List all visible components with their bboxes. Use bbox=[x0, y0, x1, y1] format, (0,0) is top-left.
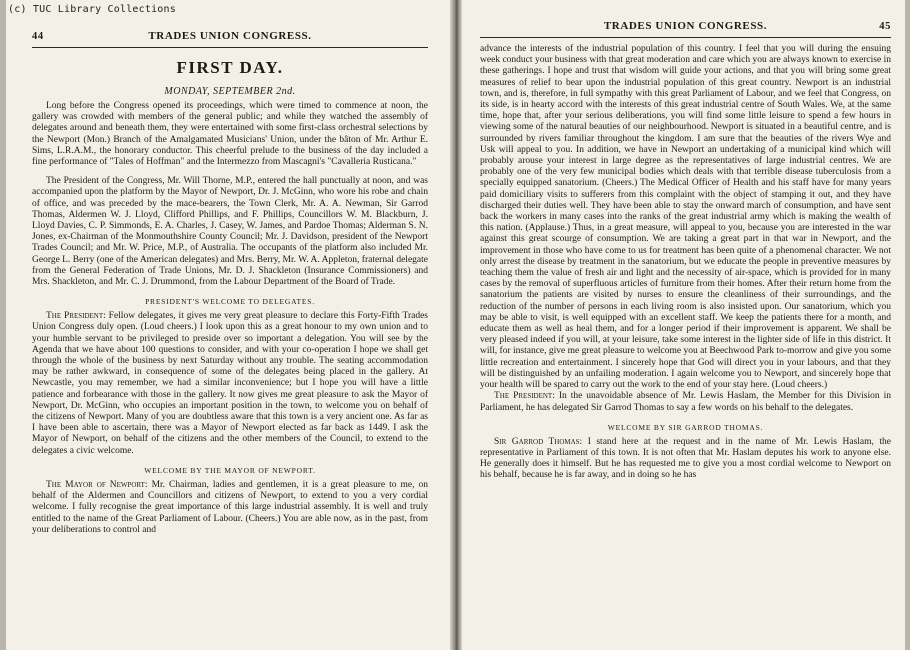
book-edge-right bbox=[905, 0, 910, 650]
subheading: PRESIDENT'S WELCOME TO DELEGATES. bbox=[145, 297, 315, 307]
page-number: 44 bbox=[32, 31, 44, 42]
section-title: FIRST DAY. bbox=[176, 58, 284, 77]
paragraph bbox=[480, 391, 891, 413]
paragraph bbox=[32, 311, 428, 457]
subheading: WELCOME BY SIR GARROD THOMAS. bbox=[607, 422, 764, 432]
speaker-name: The President: bbox=[494, 391, 555, 402]
header-rule bbox=[480, 37, 891, 38]
speaker-name: The President: bbox=[46, 311, 106, 322]
running-title: TRADES UNION CONGRESS. bbox=[603, 20, 768, 32]
speech-text: Fellow delegates, it gives me very great pleasure to declare this Forty-Fifth Trades Union Congress duly open. (Loud cheers.) I look upon this as a great honour to my own union and to your humble servant to be privileged to preside over so important a delegation. You will see by the Agenda that we have about 100 questions to consider, and with your co-operation I hope we shall get through the whole of the business by next Saturday without any trouble. The seating accommodation may be rather awkward, in consequence of some of the delegates being placed in the gallery. At Newcastle, you may remember, we had a similar inconvenience; but I hope you will have a little patience and forbearance with those in the gallery. It now gives me great pleasure to ask the Mayor of Newport, Dr. McGinn, who occupies an important position in the town, to welcome you on behalf of the citizens of Newport. Many of you are doubtless aware that this town is a very ancient one. As far as I have been able to ascertain, there was a Mayor of Newport elected as far back as 1449. I ask the Mayor of Newport, on behalf of the citizens and the other members of the Council, to extend to the delegates a civic welcome. bbox=[32, 311, 428, 456]
book-gutter bbox=[450, 0, 462, 650]
speaker-name: Sir Garrod Thomas: bbox=[494, 436, 583, 447]
page-number: 45 bbox=[879, 21, 891, 32]
left-page bbox=[6, 0, 450, 650]
header-rule bbox=[32, 47, 428, 48]
subheading: WELCOME BY THE MAYOR OF NEWPORT. bbox=[144, 465, 316, 475]
speech-text: Mr. Chairman, ladies and gentlemen, it is a great pleasure to me, on behalf of the Aldermen and Councillors and citizens of Newport, to extend to you a very cordial welcome. I fully recognise the great importance of this large industrial assembly. It is well and truly entitled to the name of the Great Parliament of Labour. (Cheers.) You are able now, as in the past, from your deliberations to control and bbox=[32, 479, 428, 535]
speech-text: In the unavoidable absence of Mr. Lewis Haslam, the Member for this Division in Parliament, he has delegated Sir Garrod Thomas to say a few words on his behalf to the delegates. bbox=[480, 391, 891, 413]
paragraph: advance the interests of the industrial population of this country. I feel that you will during the ensuing week conduct your business with that great moderation and care which you are always known to exercise in these gatherings. I hope and trust that wisdom will guide your actions, and that you will bring some great measures of relief to bear upon the industrial population of this great country. Newport is an industrial town, and is, therefore, in full sympathy with this great Parliament of Labour, and we feel that Congress, on its side, is in hearty accord with the interests of this great industrial centre of South Wales. We, at the same time, hope that, after your serious deliberations, you will find some little leisure to spend a few hours in viewing some of the natural beauties of our neighbourhood. Newport is situated in a beautiful centre, and is surrounded by rivers familiar throughout the kingdom. I am sure that the beauties of the rivers Wye and Usk will appeal to you. In addition, we have in Newport an undertaking of a municipal kind which will probably arouse your interest in large degree as the representatives of large industrial centres. We are probably one of the very few municipal bodies which deals with that terrible disease tuberculosis from a specially equipped sanatorium. (Cheers.) The Medical Officer of Health and his staff have for many years paid domiciliary visits to sufferers from this complaint with the object of stamping it out, and they have discharged their duties well. They have been able to stay the onward march of consumption, and have sent back the workers in many cases into the ranks of the great industrial army which is making the wealth of this nation. (Applause.) Thus, in a great measure, will appeal to you, because you are interested in the war against this great scourge of consumption. We are taking a great part in that war in Newport, and the improvement in those who have come to us for treatment has been quite of a phenomenal character. We not only arrest the disease by treatment in the sanatorium, but we educate the people in preventive measures by teaching them the value of fresh air and light and the necessity of air-space, which is provided for in many cases by the removal of superfluous articles of furniture from their homes. After their return home from the sanatorium the patients are visited by nurses to ensure the cleanliness of their surroundings, and the reduction of the number of persons in each living room is also insisted upon. Our sanatorium, which you may be able to visit, is well equipped with an excellent staff. We keep the patients there for a month, and educate them as well as heal them, and for a longer period if their improvement is apparent. We shall be very pleased indeed if you will, at your leisure, take some interest in the lighter side of life in this district. It will, for instance, give me great pleasure to welcome you at Beechwood Park to-morrow and give you some little recreation and entertainment. I sincerely hope that God will direct you in your labours, and that they will be distinguished by an unfailing moderation. I again welcome you to Newport, and sincerely hope that your health will be spared to carry out the work to the end of your stay here. (Loud cheers.) bbox=[480, 44, 891, 391]
running-head-right bbox=[480, 20, 891, 32]
right-page bbox=[462, 0, 905, 650]
paragraph bbox=[480, 437, 891, 482]
speech-text: I stand here at the request and in the name of Mr. Lewis Haslam, the representative in Parliament of this town. It is not often that Mr. Haslam deputes his work to anyone else. He generally does it himself. But he has requested me to give you a most cordial welcome to Newport on his behalf, because he is far away, and in doing so he has bbox=[480, 436, 891, 481]
paragraph: The President of the Congress, Mr. Will Thorne, M.P., entered the hall punctually at noon, and was accompanied upon the platform by the Mayor of Newport, Dr. J. McGinn, who wore his robe and chain of office, and was preceded by the mace-bearers, the Town Clerk, Mr. A. A. Newman, Sir Garrod Thomas, Aldermen W. J. Lloyd, Clifford Phillips, and F. Phillips, Councillors W. M. Blackburn, J. Lloyd Davies, C. P. Simmonds, E. A. Charles, J. Casey, W. James, and Pardoe Thomas; Alderman S. N. Jones, ex-Chairman of the Monmouthshire County Council; Mr. J. Davidson, president of the Newport Trades Council; and Mr. W. Price, M.P., of Australia. The occupants of the platform also included Mr. George L. Berry (one of the American delegates) and Mrs. Berry, Mr. W. A. Appleton, fraternal delegate from the General Federation of Trade Unions, Mr. D. J. Shackleton (Insurance Commissioners) and Mrs. Shackleton, and Mr. C. J. Drummond, from the Labour Department of the Board of Trade. bbox=[32, 176, 428, 288]
paragraph: Long before the Congress opened its proceedings, which were timed to commence at noon, the gallery was crowded with members of the general public; and while they watched the assembly of delegates around and beneath them, they were entertained with some first-class orchestral selections by the Newport (Mon.) Branch of the Amalgamated Musicians' Union, under the bâton of Mr. Arthur E. Sims, L.R.A.M., the honorary conductor. This cheerful prelude to the business of the day included a fine performance of "Tales of Hoffman" and the Intermezzo from Mascagni's "Cavalleria Rusticana." bbox=[32, 101, 428, 168]
running-head-left bbox=[32, 30, 428, 42]
dateline: MONDAY, SEPTEMBER 2nd. bbox=[164, 86, 296, 97]
collection-credit: (c) TUC Library Collections bbox=[8, 4, 176, 15]
speaker-name: The Mayor of Newport: bbox=[46, 479, 148, 490]
paragraph bbox=[32, 480, 428, 536]
running-title: TRADES UNION CONGRESS. bbox=[148, 30, 312, 42]
